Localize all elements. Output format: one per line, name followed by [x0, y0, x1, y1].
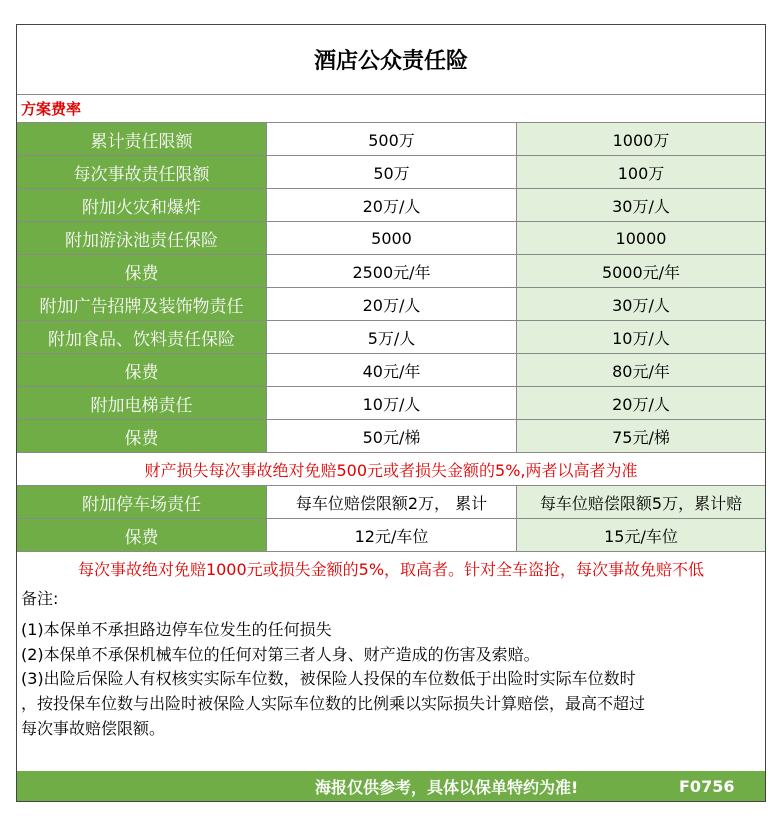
- plan1-value: 20万/人: [267, 189, 517, 221]
- row-label: 附加电梯责任: [17, 387, 267, 419]
- plan2-value: 1000万: [517, 123, 765, 155]
- deductible-note-parking: 每次事故绝对免赔1000元或损失金额的5%，取高者。针对全车盗抢，每次事故免赔不低: [77, 560, 705, 579]
- remark-item-3-line-1: (3)出险后保险人有权核实实际车位数，被保险人投保的车位数低于出险时实际车位数时: [21, 669, 636, 689]
- plan2-value: 10万/人: [517, 321, 765, 353]
- plan2-value: 5000元/年: [517, 255, 765, 287]
- insurance-sheet: [16, 24, 766, 802]
- row-label: 附加食品、饮料责任保险: [17, 321, 267, 353]
- plan1-value: 每车位赔偿限额2万， 累计: [267, 486, 517, 518]
- table-row: [17, 222, 765, 255]
- plan2-value: 20万/人: [517, 387, 765, 419]
- remark-item-3-line-2: ，按投保车位数与出险时被保险人实际车位数的比例乘以实际损失计算赔偿，最高不超过: [21, 694, 646, 714]
- row-label: 每次事故责任限额: [17, 156, 267, 188]
- table-row: [17, 288, 765, 321]
- table-row: [17, 420, 765, 453]
- row-label: 附加火灾和爆炸: [17, 189, 267, 221]
- remark-item-2: (2)本保单不承保机械车位的任何对第三者人身、财产造成的伤害及索赔。: [21, 644, 540, 664]
- row-label: 附加停车场责任: [17, 486, 267, 518]
- plan1-value: 40元/年: [267, 354, 517, 386]
- table-row: [17, 255, 765, 288]
- footer-disclaimer: 海报仅供参考，具体以保单特约为准!: [315, 777, 579, 797]
- plan2-value: 每车位赔偿限额5万，累计赔: [517, 486, 765, 518]
- table-row: [17, 123, 765, 156]
- table-row: [17, 321, 765, 354]
- footer-bar: [17, 771, 765, 801]
- row-label: 保费: [17, 420, 267, 452]
- plan2-value: 100万: [517, 156, 765, 188]
- row-label: 累计责任限额: [17, 123, 267, 155]
- plan1-value: 5万/人: [267, 321, 517, 353]
- table-row: [17, 387, 765, 420]
- remark-item-3-line-3: 每次事故赔偿限额。: [21, 718, 166, 738]
- row-label: 保费: [17, 354, 267, 386]
- table-row: [17, 156, 765, 189]
- table-row-parking: [17, 486, 765, 519]
- plan2-value: 30万/人: [517, 189, 765, 221]
- table-row: [17, 189, 765, 222]
- remarks-section: [17, 585, 765, 771]
- table-row-parking-premium: [17, 519, 765, 552]
- remarks-heading: 备注:: [21, 589, 59, 608]
- plan1-value: 50万: [267, 156, 517, 188]
- remark-item-1: (1)本保单不承担路边停车位发生的任何损失: [21, 619, 332, 639]
- plan1-value: 12元/车位: [267, 519, 517, 551]
- section-label: 方案费率: [17, 95, 765, 123]
- plan2-value: 75元/梯: [517, 420, 765, 452]
- plan1-value: 50元/梯: [267, 420, 517, 452]
- row-label: 保费: [17, 519, 267, 551]
- deductible-note-property: 财产损失每次事故绝对免赔500元或者损失金额的5%,两者以高者为准: [17, 453, 765, 486]
- row-label: 附加广告招牌及装饰物责任: [17, 288, 267, 320]
- plan1-value: 10万/人: [267, 387, 517, 419]
- plan2-value: 10000: [517, 222, 765, 254]
- row-label: 保费: [17, 255, 267, 287]
- table-row: [17, 354, 765, 387]
- plan1-value: 20万/人: [267, 288, 517, 320]
- row-label: 附加游泳池责任保险: [17, 222, 267, 254]
- plan1-value: 2500元/年: [267, 255, 517, 287]
- page-title: 酒店公众责任险: [17, 25, 765, 95]
- plan2-value: 80元/年: [517, 354, 765, 386]
- plan2-value: 15元/车位: [517, 519, 765, 551]
- footer-code: F0756: [679, 776, 735, 796]
- plan2-value: 30万/人: [517, 288, 765, 320]
- plan1-value: 5000: [267, 222, 517, 254]
- plan1-value: 500万: [267, 123, 517, 155]
